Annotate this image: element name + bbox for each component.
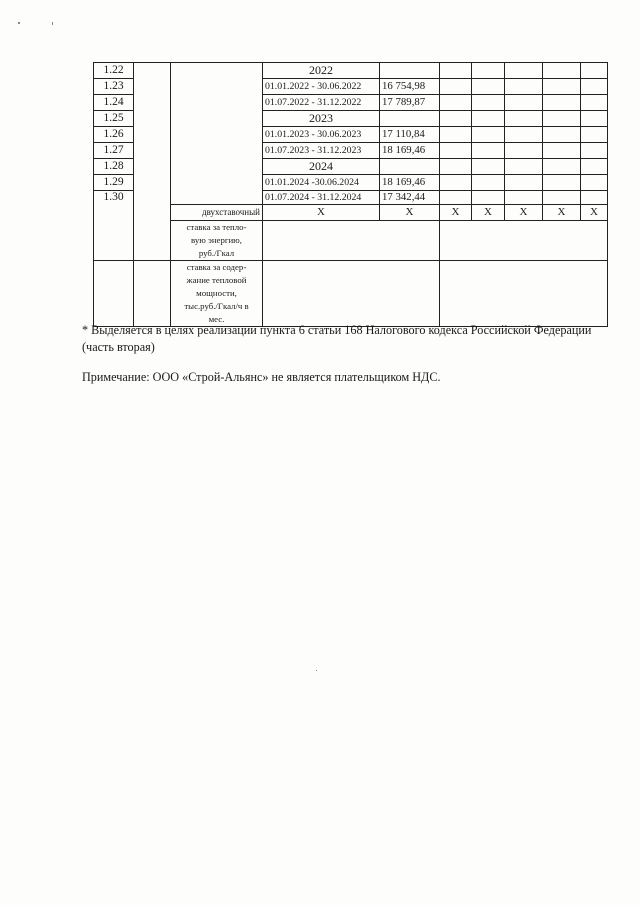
- empty-cell: [263, 261, 440, 327]
- footnote: [82, 322, 638, 356]
- value-cell: 18 169,46: [380, 175, 440, 191]
- row-number: 1.23: [94, 79, 134, 95]
- year-cell: 2024: [263, 159, 380, 175]
- value-cell: [380, 159, 440, 175]
- footnote-line-1: * Выделяется в целях реализации пункта 6 статьи 168 Налогового кодекса Российской Федерации: [82, 323, 592, 337]
- period-cell: 01.01.2024 -30.06.2024: [263, 175, 380, 191]
- x-mark: X: [263, 205, 380, 221]
- row-number: 1.26: [94, 127, 134, 143]
- value-cell: 17 789,87: [380, 95, 440, 111]
- value-cell: 18 169,46: [380, 143, 440, 159]
- footnote-line-2: (часть вторая): [82, 340, 155, 354]
- row-number: 1.27: [94, 143, 134, 159]
- empty-cell: [171, 63, 263, 205]
- x-mark: X: [440, 205, 472, 221]
- value-cell: [380, 111, 440, 127]
- capacity-rate-label: ставка за содер- жание тепловой мощности, тыс.руб./Гкал/ч в мес.: [171, 261, 263, 327]
- x-mark: X: [380, 205, 440, 221]
- two-part-label: двухставочный: [171, 205, 263, 221]
- vat-note: Примечание: ООО «Строй-Альянс» не является плательщиком НДС.: [82, 370, 441, 384]
- row-number: 1.22: [94, 63, 134, 79]
- table-row: [94, 205, 608, 221]
- scan-speck: [316, 670, 317, 671]
- row-number: 1.24: [94, 95, 134, 111]
- value-cell: 16 754,98: [380, 79, 440, 95]
- table-row: [94, 261, 608, 327]
- scan-speck: [18, 22, 20, 24]
- heat-rate-label: ставка за тепло- вую энергию, руб./Гкал: [171, 221, 263, 261]
- year-cell: 2022: [263, 63, 380, 79]
- period-cell: 01.07.2022 - 31.12.2022: [263, 95, 380, 111]
- empty-cell: [440, 221, 608, 261]
- period-cell: 01.01.2023 - 30.06.2023: [263, 127, 380, 143]
- table-row: [94, 221, 608, 261]
- year-cell: 2023: [263, 111, 380, 127]
- empty-cell: [440, 261, 608, 327]
- period-cell: 01.07.2023 - 31.12.2023: [263, 143, 380, 159]
- row-number: 1.29: [94, 175, 134, 191]
- empty-cell: [134, 261, 171, 327]
- row-number: 1.30: [94, 191, 134, 261]
- tariff-table: [93, 62, 608, 327]
- table-row: [94, 63, 608, 79]
- x-mark: X: [472, 205, 505, 221]
- row-number: 1.25: [94, 111, 134, 127]
- period-cell: 01.01.2022 - 30.06.2022: [263, 79, 380, 95]
- value-cell: 17 342,44: [380, 191, 440, 205]
- row-number: 1.28: [94, 159, 134, 175]
- empty-cell: [263, 221, 440, 261]
- value-cell: [380, 63, 440, 79]
- value-cell: 17 110,84: [380, 127, 440, 143]
- x-mark: X: [581, 205, 608, 221]
- empty-cell: [134, 63, 171, 261]
- scan-speck: [52, 22, 53, 25]
- period-cell: 01.07.2024 - 31.12.2024: [263, 191, 380, 205]
- x-mark: X: [543, 205, 581, 221]
- x-mark: X: [505, 205, 543, 221]
- tariff-table-wrapper: [93, 62, 608, 327]
- empty-cell: [94, 261, 134, 327]
